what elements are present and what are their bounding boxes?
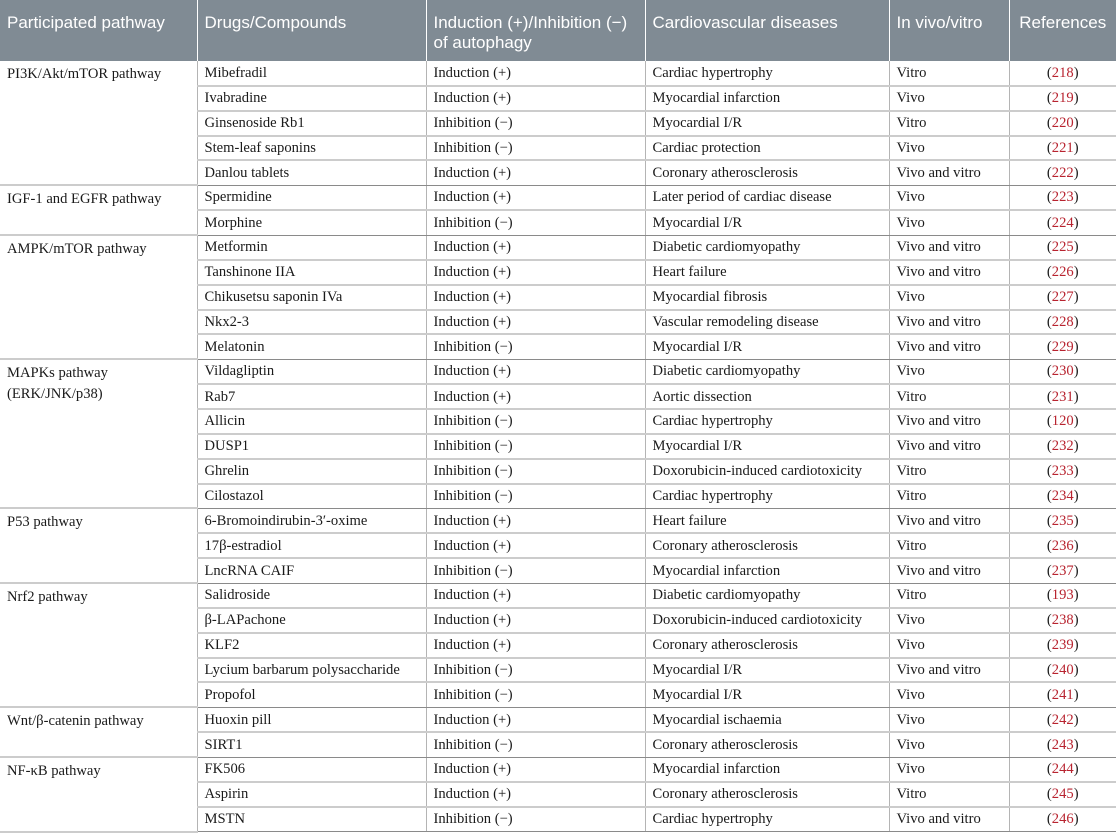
model-cell: Vivo and vitro	[889, 409, 1009, 434]
reference-link[interactable]: 228	[1051, 314, 1074, 331]
model-cell: Vivo	[889, 359, 1009, 384]
reference-cell: (235)	[1009, 508, 1116, 533]
effect-cell: Inhibition (−)	[426, 484, 645, 509]
reference-link[interactable]: 226	[1051, 264, 1074, 281]
pathway-cell: PI3K/Akt/mTOR pathway	[0, 61, 197, 185]
model-cell: Vivo and vitro	[889, 235, 1009, 260]
model-cell: Vivo and vitro	[889, 658, 1009, 683]
disease-cell: Cardiac hypertrophy	[645, 61, 889, 86]
reference-link[interactable]: 233	[1051, 463, 1074, 480]
reference-cell: (228)	[1009, 310, 1116, 335]
model-cell: Vivo	[889, 285, 1009, 310]
drug-cell: Lycium barbarum polysaccharide	[197, 658, 426, 683]
header-pathway: Participated pathway	[0, 0, 197, 61]
drug-cell: Danlou tablets	[197, 160, 426, 185]
model-cell: Vivo and vitro	[889, 807, 1009, 832]
drug-cell: Chikusetsu saponin IVa	[197, 285, 426, 310]
effect-cell: Inhibition (−)	[426, 210, 645, 235]
reference-link[interactable]: 220	[1051, 115, 1074, 132]
drug-cell: MSTN	[197, 807, 426, 832]
model-cell: Vivo	[889, 210, 1009, 235]
effect-cell: Induction (+)	[426, 235, 645, 260]
reference-link[interactable]: 223	[1051, 189, 1074, 206]
effect-cell: Inhibition (−)	[426, 136, 645, 161]
reference-cell: (241)	[1009, 682, 1116, 707]
reference-link[interactable]: 241	[1051, 687, 1074, 704]
drug-cell: Nkx2-3	[197, 310, 426, 335]
drug-cell: Cilostazol	[197, 484, 426, 509]
disease-cell: Myocardial I/R	[645, 111, 889, 136]
reference-link[interactable]: 240	[1051, 662, 1074, 679]
reference-cell: (229)	[1009, 334, 1116, 359]
effect-cell: Induction (+)	[426, 160, 645, 185]
header-row	[0, 0, 1116, 61]
reference-cell: (120)	[1009, 409, 1116, 434]
effect-cell: Induction (+)	[426, 533, 645, 558]
reference-link[interactable]: 227	[1051, 289, 1074, 306]
effect-cell: Induction (+)	[426, 707, 645, 732]
drug-cell: Morphine	[197, 210, 426, 235]
pathway-cell: NF-κB pathway	[0, 757, 197, 832]
pathway-cell: IGF-1 and EGFR pathway	[0, 185, 197, 235]
reference-link[interactable]: 120	[1051, 413, 1074, 430]
model-cell: Vivo	[889, 86, 1009, 111]
disease-cell: Myocardial I/R	[645, 682, 889, 707]
model-cell: Vivo and vitro	[889, 558, 1009, 583]
disease-cell: Myocardial infarction	[645, 757, 889, 782]
effect-cell: Induction (+)	[426, 384, 645, 409]
drug-cell: FK506	[197, 757, 426, 782]
pathway-cell: AMPK/mTOR pathway	[0, 235, 197, 359]
reference-link[interactable]: 222	[1051, 165, 1074, 182]
disease-cell: Cardiac hypertrophy	[645, 484, 889, 509]
reference-cell: (242)	[1009, 707, 1116, 732]
disease-cell: Doxorubicin-induced cardiotoxicity	[645, 459, 889, 484]
model-cell: Vitro	[889, 583, 1009, 608]
model-cell: Vivo	[889, 682, 1009, 707]
model-cell: Vivo	[889, 185, 1009, 210]
reference-cell: (232)	[1009, 434, 1116, 459]
effect-cell: Inhibition (−)	[426, 459, 645, 484]
disease-cell: Diabetic cardiomyopathy	[645, 359, 889, 384]
reference-cell: (223)	[1009, 185, 1116, 210]
effect-cell: Inhibition (−)	[426, 434, 645, 459]
disease-cell: Diabetic cardiomyopathy	[645, 235, 889, 260]
effect-cell: Induction (+)	[426, 86, 645, 111]
model-cell: Vivo	[889, 608, 1009, 633]
effect-cell: Inhibition (−)	[426, 558, 645, 583]
drug-cell: Salidroside	[197, 583, 426, 608]
reference-link[interactable]: 243	[1051, 736, 1074, 753]
reference-link[interactable]: 237	[1051, 562, 1074, 579]
disease-cell: Myocardial ischaemia	[645, 707, 889, 732]
reference-link[interactable]: 230	[1051, 363, 1074, 380]
reference-link[interactable]: 229	[1051, 339, 1074, 356]
drug-cell: Mibefradil	[197, 61, 426, 86]
model-cell: Vitro	[889, 484, 1009, 509]
effect-cell: Induction (+)	[426, 359, 645, 384]
effect-cell: Inhibition (−)	[426, 111, 645, 136]
reference-cell: (220)	[1009, 111, 1116, 136]
reference-link[interactable]: 245	[1051, 786, 1074, 803]
drug-cell: Vildagliptin	[197, 359, 426, 384]
reference-cell: (238)	[1009, 608, 1116, 633]
model-cell: Vitro	[889, 61, 1009, 86]
model-cell: Vivo and vitro	[889, 260, 1009, 285]
model-cell: Vitro	[889, 782, 1009, 807]
model-cell: Vivo and vitro	[889, 310, 1009, 335]
reference-cell: (226)	[1009, 260, 1116, 285]
reference-cell: (234)	[1009, 484, 1116, 509]
reference-link[interactable]: 219	[1051, 90, 1074, 107]
model-cell: Vitro	[889, 384, 1009, 409]
model-cell: Vivo	[889, 633, 1009, 658]
effect-cell: Induction (+)	[426, 757, 645, 782]
reference-cell: (225)	[1009, 235, 1116, 260]
disease-cell: Cardiac hypertrophy	[645, 807, 889, 832]
effect-cell: Inhibition (−)	[426, 807, 645, 832]
drug-cell: β-LAPachone	[197, 608, 426, 633]
drug-cell: Stem-leaf saponins	[197, 136, 426, 161]
drug-cell: Ginsenoside Rb1	[197, 111, 426, 136]
reference-link[interactable]: 221	[1051, 140, 1074, 156]
effect-cell: Induction (+)	[426, 508, 645, 533]
disease-cell: Coronary atherosclerosis	[645, 782, 889, 807]
reference-cell: (239)	[1009, 633, 1116, 658]
disease-cell: Heart failure	[645, 260, 889, 285]
drug-cell: Ghrelin	[197, 459, 426, 484]
model-cell: Vivo	[889, 732, 1009, 757]
disease-cell: Myocardial fibrosis	[645, 285, 889, 310]
model-cell: Vitro	[889, 111, 1009, 136]
reference-cell: (224)	[1009, 210, 1116, 235]
effect-cell: Inhibition (−)	[426, 658, 645, 683]
effect-cell: Induction (+)	[426, 583, 645, 608]
disease-cell: Heart failure	[645, 508, 889, 533]
table-row	[0, 359, 1116, 384]
reference-cell: (221)	[1009, 136, 1116, 161]
reference-cell: (222)	[1009, 160, 1116, 185]
header-autophagy-effect: Induction (+)/Inhibition (−) of autophagy	[426, 0, 645, 61]
table-header	[0, 0, 1116, 61]
effect-cell: Induction (+)	[426, 61, 645, 86]
drug-cell: DUSP1	[197, 434, 426, 459]
effect-cell: Induction (+)	[426, 608, 645, 633]
table-body	[0, 61, 1116, 832]
header-model: In vivo/vitro	[889, 0, 1009, 61]
disease-cell: Doxorubicin-induced cardiotoxicity	[645, 608, 889, 633]
reference-cell: (237)	[1009, 558, 1116, 583]
disease-cell: Coronary atherosclerosis	[645, 633, 889, 658]
reference-link[interactable]: 246	[1051, 811, 1074, 828]
effect-cell: Inhibition (−)	[426, 334, 645, 359]
drug-cell: Aspirin	[197, 782, 426, 807]
drug-cell: Spermidine	[197, 185, 426, 210]
reference-link[interactable]: 235	[1051, 512, 1074, 529]
model-cell: Vivo	[889, 707, 1009, 732]
reference-link[interactable]: 238	[1051, 612, 1074, 629]
effect-cell: Induction (+)	[426, 310, 645, 335]
table-row	[0, 185, 1116, 210]
effect-cell: Induction (+)	[426, 782, 645, 807]
reference-link[interactable]: 234	[1051, 488, 1074, 505]
drug-cell: SIRT1	[197, 732, 426, 757]
drug-cell: Ivabradine	[197, 86, 426, 111]
table-row	[0, 707, 1116, 732]
pathway-cell: Nrf2 pathway	[0, 583, 197, 707]
reference-link[interactable]: 224	[1051, 214, 1074, 231]
reference-cell: (245)	[1009, 782, 1116, 807]
reference-link[interactable]: 193	[1051, 587, 1074, 604]
reference-cell: (240)	[1009, 658, 1116, 683]
drug-cell: LncRNA CAIF	[197, 558, 426, 583]
model-cell: Vivo	[889, 757, 1009, 782]
disease-cell: Coronary atherosclerosis	[645, 533, 889, 558]
model-cell: Vivo and vitro	[889, 434, 1009, 459]
disease-cell: Coronary atherosclerosis	[645, 160, 889, 185]
disease-cell: Myocardial infarction	[645, 86, 889, 111]
disease-cell: Myocardial I/R	[645, 334, 889, 359]
drug-cell: Tanshinone IIA	[197, 260, 426, 285]
header-diseases: Cardiovascular diseases	[645, 0, 889, 61]
effect-cell: Inhibition (−)	[426, 409, 645, 434]
table-row	[0, 757, 1116, 782]
reference-link[interactable]: 225	[1051, 239, 1074, 256]
disease-cell: Cardiac hypertrophy	[645, 409, 889, 434]
reference-link[interactable]: 244	[1051, 761, 1074, 778]
pathway-cell: P53 pathway	[0, 508, 197, 583]
reference-cell: (230)	[1009, 359, 1116, 384]
reference-cell: (243)	[1009, 732, 1116, 757]
header-references: References	[1009, 0, 1116, 61]
disease-cell: Later period of cardiac disease	[645, 185, 889, 210]
disease-cell: Diabetic cardiomyopathy	[645, 583, 889, 608]
disease-cell: Myocardial I/R	[645, 658, 889, 683]
effect-cell: Induction (+)	[426, 285, 645, 310]
reference-cell: (233)	[1009, 459, 1116, 484]
disease-cell: Coronary atherosclerosis	[645, 732, 889, 757]
reference-link[interactable]: 232	[1051, 438, 1074, 455]
model-cell: Vitro	[889, 459, 1009, 484]
drug-cell: 17β-estradiol	[197, 533, 426, 558]
reference-cell: (219)	[1009, 86, 1116, 111]
effect-cell: Induction (+)	[426, 633, 645, 658]
reference-cell: (236)	[1009, 533, 1116, 558]
reference-cell: (227)	[1009, 285, 1116, 310]
effect-cell: Induction (+)	[426, 185, 645, 210]
reference-cell: (246)	[1009, 807, 1116, 832]
effect-cell: Induction (+)	[426, 260, 645, 285]
disease-cell: Aortic dissection	[645, 384, 889, 409]
reference-cell: (193)	[1009, 583, 1116, 608]
disease-cell: Myocardial infarction	[645, 558, 889, 583]
model-cell: Vivo and vitro	[889, 334, 1009, 359]
reference-cell: (231)	[1009, 384, 1116, 409]
drug-cell: Melatonin	[197, 334, 426, 359]
disease-cell: Vascular remodeling disease	[645, 310, 889, 335]
drug-cell: Rab7	[197, 384, 426, 409]
reference-cell: (244)	[1009, 757, 1116, 782]
effect-cell: Inhibition (−)	[426, 732, 645, 757]
disease-cell: Cardiac protection	[645, 136, 889, 161]
pathway-cell: Wnt/β-catenin pathway	[0, 707, 197, 757]
drug-cell: Huoxin pill	[197, 707, 426, 732]
table-row	[0, 61, 1116, 86]
model-cell: Vivo	[889, 136, 1009, 161]
model-cell: Vivo and vitro	[889, 508, 1009, 533]
effect-cell: Inhibition (−)	[426, 682, 645, 707]
table-row	[0, 583, 1116, 608]
model-cell: Vivo and vitro	[889, 160, 1009, 185]
drug-cell: Propofol	[197, 682, 426, 707]
reference-link[interactable]: 239	[1051, 637, 1074, 654]
table-row	[0, 508, 1116, 533]
disease-cell: Myocardial I/R	[645, 434, 889, 459]
drug-cell: Metformin	[197, 235, 426, 260]
model-cell: Vitro	[889, 533, 1009, 558]
table-row	[0, 235, 1116, 260]
reference-link[interactable]: 242	[1051, 711, 1074, 728]
reference-cell: (218)	[1009, 61, 1116, 86]
reference-link[interactable]: 218	[1051, 64, 1074, 81]
reference-link[interactable]: 236	[1051, 537, 1074, 554]
drug-cell: 6-Bromoindirubin-3′-oxime	[197, 508, 426, 533]
reference-link[interactable]: 231	[1051, 388, 1074, 405]
drug-cell: Allicin	[197, 409, 426, 434]
drug-cell: KLF2	[197, 633, 426, 658]
pathway-cell: MAPKs pathway (ERK/JNK/p38)	[0, 359, 197, 508]
header-drugs: Drugs/Compounds	[197, 0, 426, 61]
disease-cell: Myocardial I/R	[645, 210, 889, 235]
